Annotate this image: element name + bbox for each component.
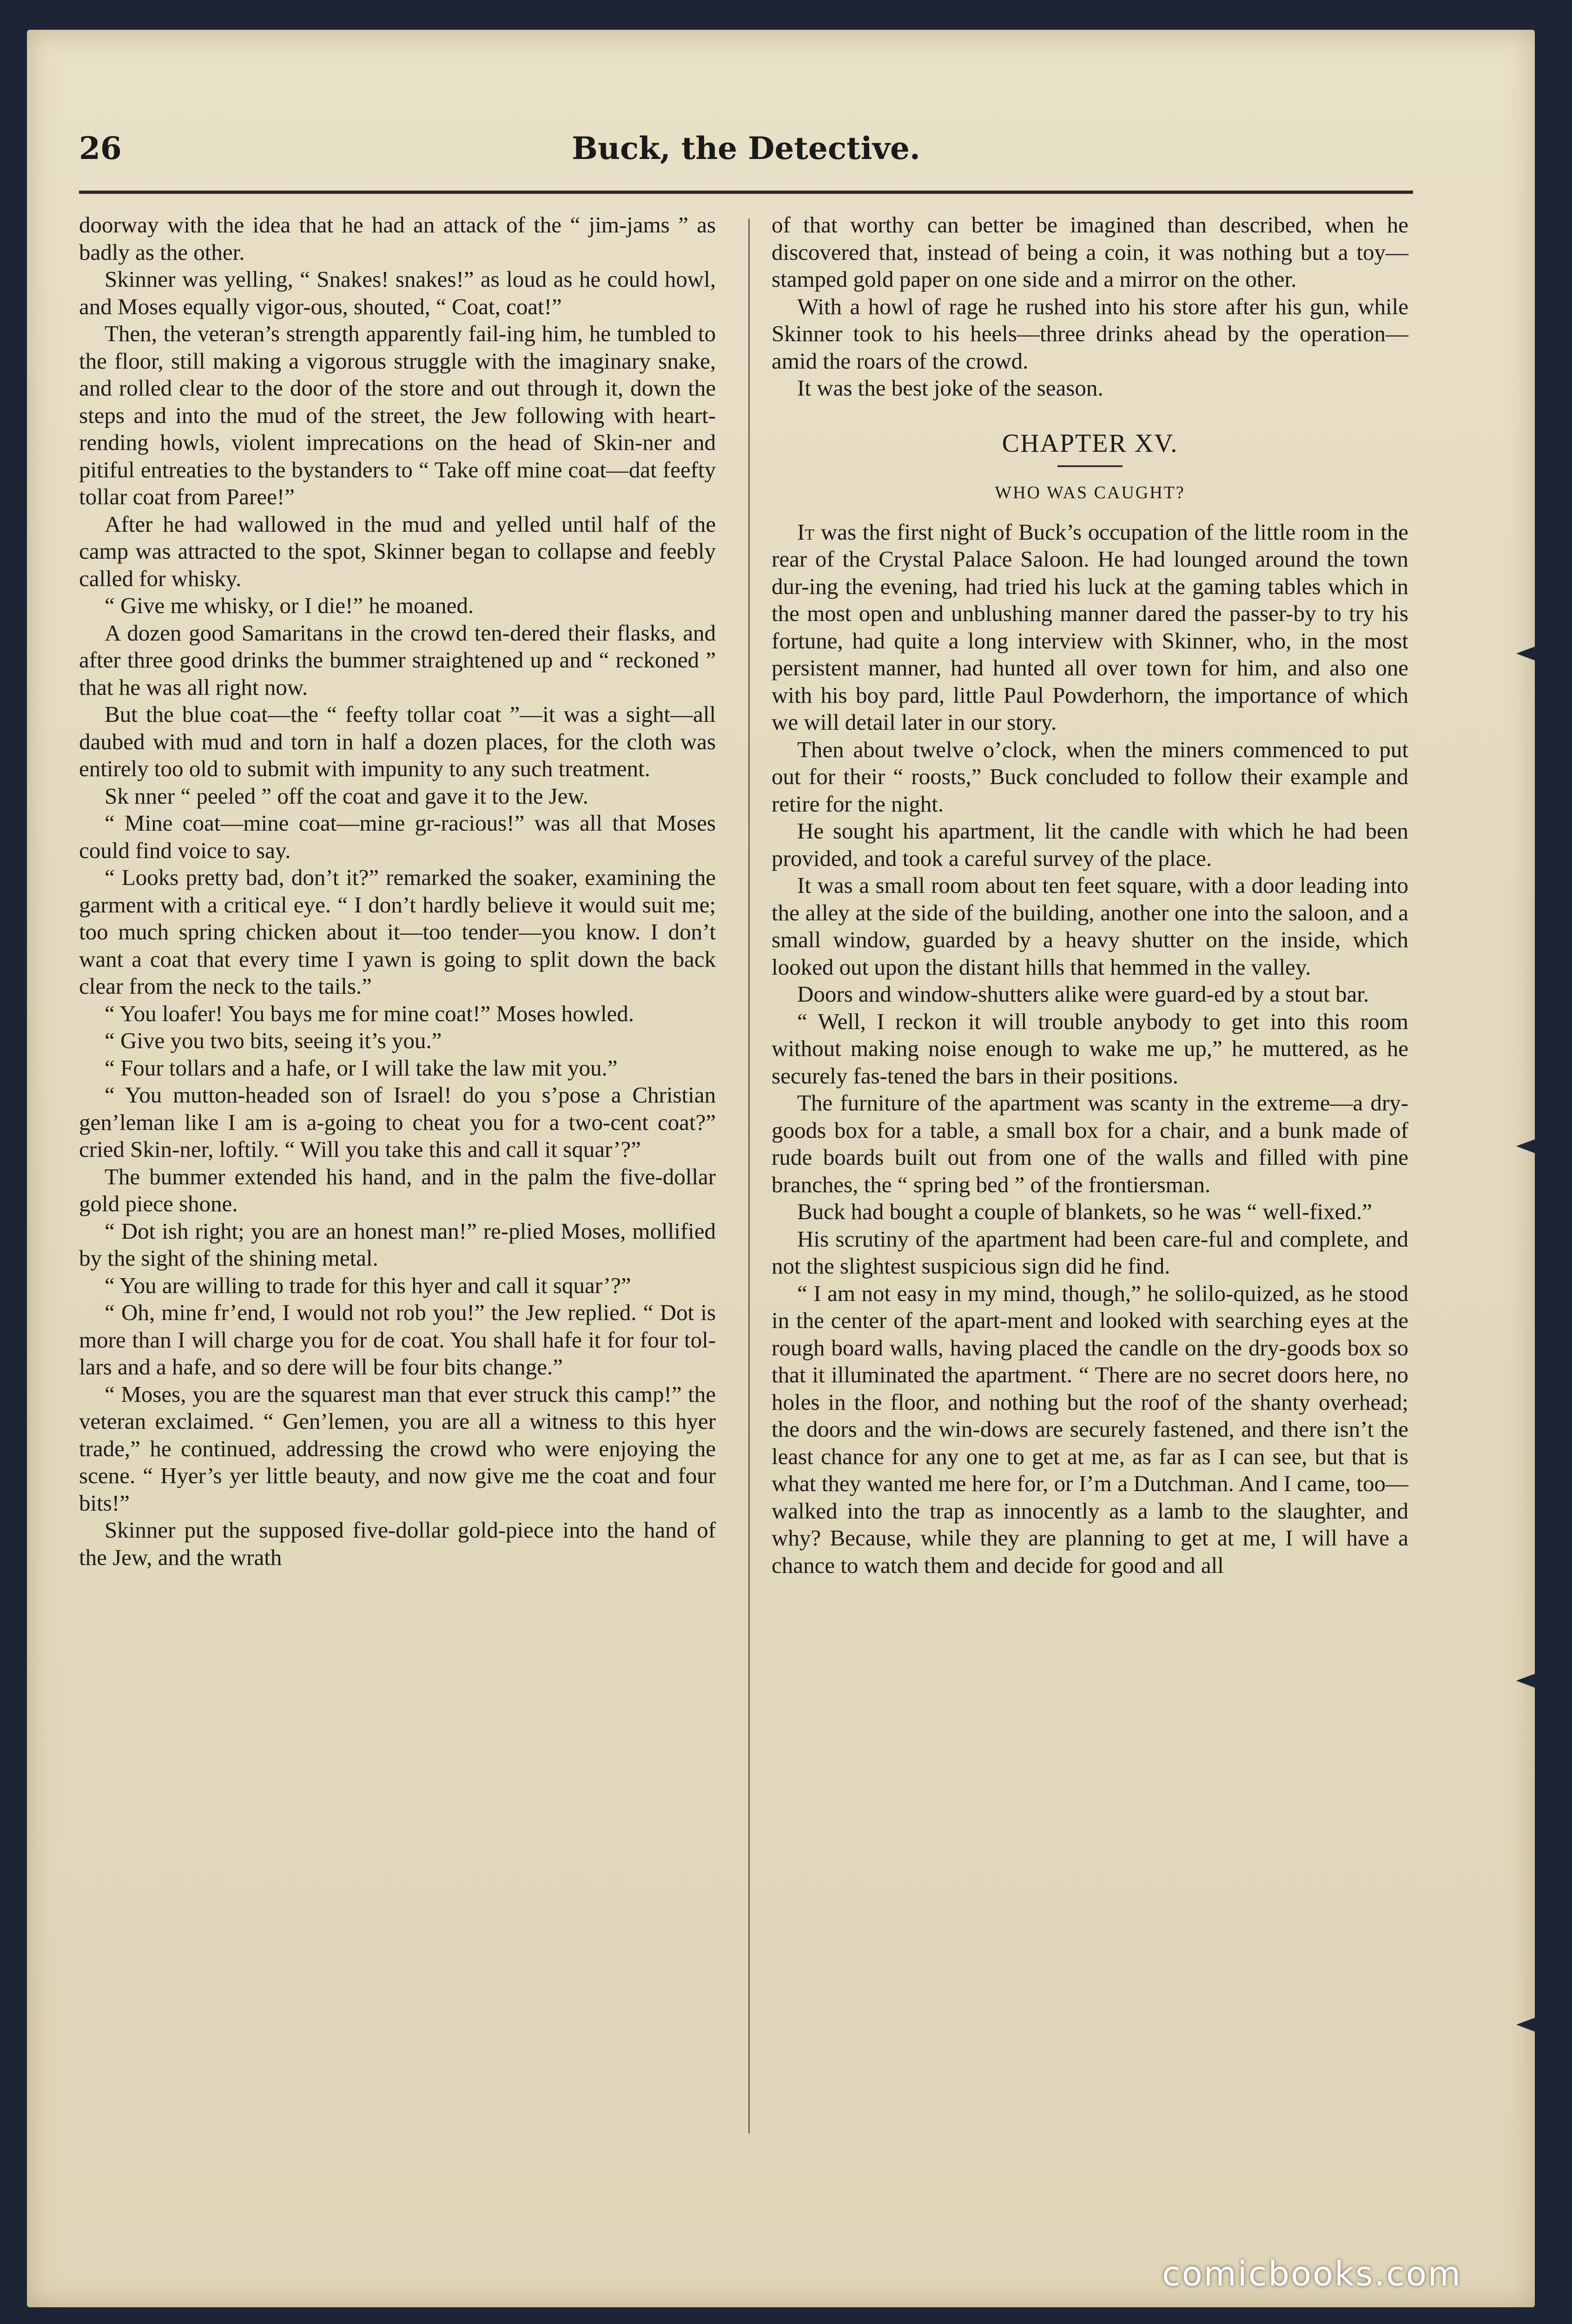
page-header (79, 130, 1413, 177)
page-edge-notch (1516, 2013, 1549, 2037)
paragraph: “ Four tollars and a hafe, or I will take the law mit you.” (105, 1055, 618, 1081)
page-edge-notch (1516, 641, 1549, 666)
chapter-rule (1057, 465, 1123, 467)
paragraph: Doors and window-shutters alike were guard-ed by a stout bar. (797, 981, 1369, 1007)
paragraph: “ You mutton-headed son of Israel! do you s’pose a Christian gen’leman like I am is a-going to cheat you for a two-cent coat?” cried Skin-ner, loftily. “ Will you take this and call it squar’?” (79, 1082, 716, 1162)
paragraph: His scrutiny of the apartment had been care-ful and complete, and not the slightest suspicious sign did he find. (772, 1226, 1408, 1279)
paragraph: It was the best joke of the season. (797, 375, 1103, 401)
paragraph: Sk nner “ peeled ” off the coat and gave it to the Jew. (105, 783, 588, 809)
paragraph: Then about twelve o’clock, when the miners commenced to put out for their “ roosts,” Buck concluded to follow their example and retire for the night. (772, 736, 1408, 817)
paragraph: But the blue coat—the “ feefty tollar coat ”—it was a sight—all daubed with mud and torn in half a dozen places, for the cloth was entirely too old to submit with impunity to any such treatment. (79, 701, 716, 781)
paragraph: “ Looks pretty bad, don’t it?” remarked the soaker, examining the garment with a critical eye. “ I don’t hardly believe it would suit me; too much spring chicken about it—too tender—you know. I don’t want a coat that every time I yawn is going to split down the back clear from the neck to the tails.” (79, 865, 716, 999)
paragraph: “ Oh, mine fr’end, I would not rob you!” the Jew replied. “ Dot is more than I will charge you for de coat. You shall hafe it for four tol-lars and a hafe, and so dere will be four bits change.” (79, 1300, 716, 1380)
paragraph: The furniture of the apartment was scanty in the extreme—a dry-goods box for a table, a small box for a chair, and a bunk made of rude boards built out from one of the walls and filled with pine branches, the “ spring bed ” of the frontiersman. (772, 1090, 1408, 1197)
watermark: comicbooks.com (1162, 2254, 1462, 2293)
chapter-opening-paragraph (772, 519, 1408, 736)
paragraph: “ Give me whisky, or I die!” he moaned. (105, 593, 474, 618)
chapter-title: CHAPTER XV. (1002, 429, 1178, 458)
paragraph: “ Moses, you are the squarest man that ever struck this camp!” the veteran exclaimed. “ Gen’lemen, you are all a witness to this hyer trade,” he continued, addressing the crowd who were enjoying the scene. “ Hyer’s yer little beauty, and now give me the coat and four bits!” (79, 1381, 716, 1516)
paragraph: A dozen good Samaritans in the crowd ten-dered their flasks, and after three good drinks the bummer straightened up and “ reckoned ” that he was all right now. (79, 620, 716, 700)
paragraph: Skinner put the supposed five-dollar gold-piece into the hand of the Jew, and the wrath (79, 1517, 716, 1570)
paragraph: He sought his apartment, lit the candle with which he had been provided, and took a careful survey of the place. (772, 818, 1408, 871)
paragraph: With a howl of rage he rushed into his store after his gun, while Skinner took to his heels—three drinks ahead by the operation—amid the roars of the crowd. (772, 293, 1408, 374)
column-divider (748, 218, 750, 2133)
header-rule (79, 191, 1413, 194)
paragraph: “ Well, I reckon it will trouble anybody to get into this room without making noise enough to wake me up,” he muttered, as he securely fas-tened the bars in their positions. (772, 1008, 1408, 1089)
opening-paragraph-text: was the first night of Buck’s occupation of the little room in the rear of the Crystal Palace Saloon. He had lounged around the town dur-ing the evening, had tried his luck at the gaming tables which in the most open and unblushing manner dared the passer-by to try his fortune, had quite a long interview with Skinner, who, in the most persistent manner, had hunted all over town for him, and also one with his boy pard, little Paul Powderhorn, the importance of which we will detail later in our story. (772, 519, 1408, 735)
paragraph: “ You loafer! You bays me for mine coat!” Moses howled. (105, 1000, 634, 1026)
paragraph: “ Dot ish right; you are an honest man!” re-plied Moses, mollified by the sight of the shining metal. (79, 1218, 716, 1271)
paragraph: doorway with the idea that he had an attack of the “ jim-jams ” as badly as the other. (79, 212, 716, 265)
right-column-continuation (772, 211, 1408, 402)
paragraph: Skinner was yelling, “ Snakes! snakes!” as loud as he could howl, and Moses equally vigor-ous, shouted, “ Coat, coat!” (79, 266, 716, 319)
paragraph: After he had wallowed in the mud and yelled until half of the camp was attracted to the spot, Skinner began to collapse and feebly called for whisky. (79, 511, 716, 591)
paragraph: It was a small room about ten feet square, with a door leading into the alley at the side of the building, another one into the saloon, and a small window, guarded by a heavy shutter on the inside, which looked out upon the distant hills that hemmed in the valley. (772, 872, 1408, 980)
running-title: Buck, the Detective. (572, 130, 920, 166)
paragraph: Then, the veteran’s strength apparently fail-ing him, he tumbled to the floor, still making a vigorous struggle with the imaginary snake, and rolled clear to the door of the store and out through it, down the steps and into the mud of the street, the Jew following with heart-rending howls, violent imprecations on the head of Skin-ner and pitiful entreaties to the bystanders to “ Take off mine coat—dat feefty tollar coat from Paree!” (79, 321, 716, 509)
paragraph: “ Mine coat—mine coat—mine gr-racious!” was all that Moses could find voice to say. (79, 810, 716, 863)
paragraph: The bummer extended his hand, and in the palm the five-dollar gold piece shone. (79, 1163, 716, 1216)
left-column (79, 211, 716, 1571)
chapter-body (772, 736, 1408, 1579)
opening-word: It (797, 519, 815, 545)
page-edge-notch (1516, 1669, 1549, 1693)
paragraph: Buck had bought a couple of blankets, so he was “ well-fixed.” (797, 1199, 1372, 1224)
page-number: 26 (79, 130, 122, 166)
paragraph: “ I am not easy in my mind, though,” he solilo-quized, as he stood in the center of the apart-ment and looked with searching eyes at the rough board walls, having placed the candle on the dry-goods box so that it illuminated the apartment. “ There are no secret doors here, no holes in the floor, and nothing but the roof of the shanty overhead; the doors and the win-dows are securely fastened, and there isn’t the least chance for any one to get at me, as far as I can see, but that is what they wanted me here for, or I’m a Dutchman. And I came, too—walked into the trap as innocently as a lamb to the slaughter, and why? Because, while they are planning to get at me, I will have a chance to watch them and decide for good and all (772, 1280, 1408, 1578)
paragraph: “ Give you two bits, seeing it’s you.” (105, 1028, 442, 1053)
paragraph: “ You are willing to trade for this hyer and call it squar’?” (105, 1272, 631, 1298)
page-edge-notch (1516, 1134, 1549, 1158)
paragraph: of that worthy can better be imagined than described, when he discovered that, instead of being a coin, it was nothing but a toy—stamped gold paper on one side and a mirror on the other. (772, 212, 1408, 292)
right-column (772, 211, 1408, 1579)
chapter-subtitle: WHO WAS CAUGHT? (995, 483, 1185, 502)
